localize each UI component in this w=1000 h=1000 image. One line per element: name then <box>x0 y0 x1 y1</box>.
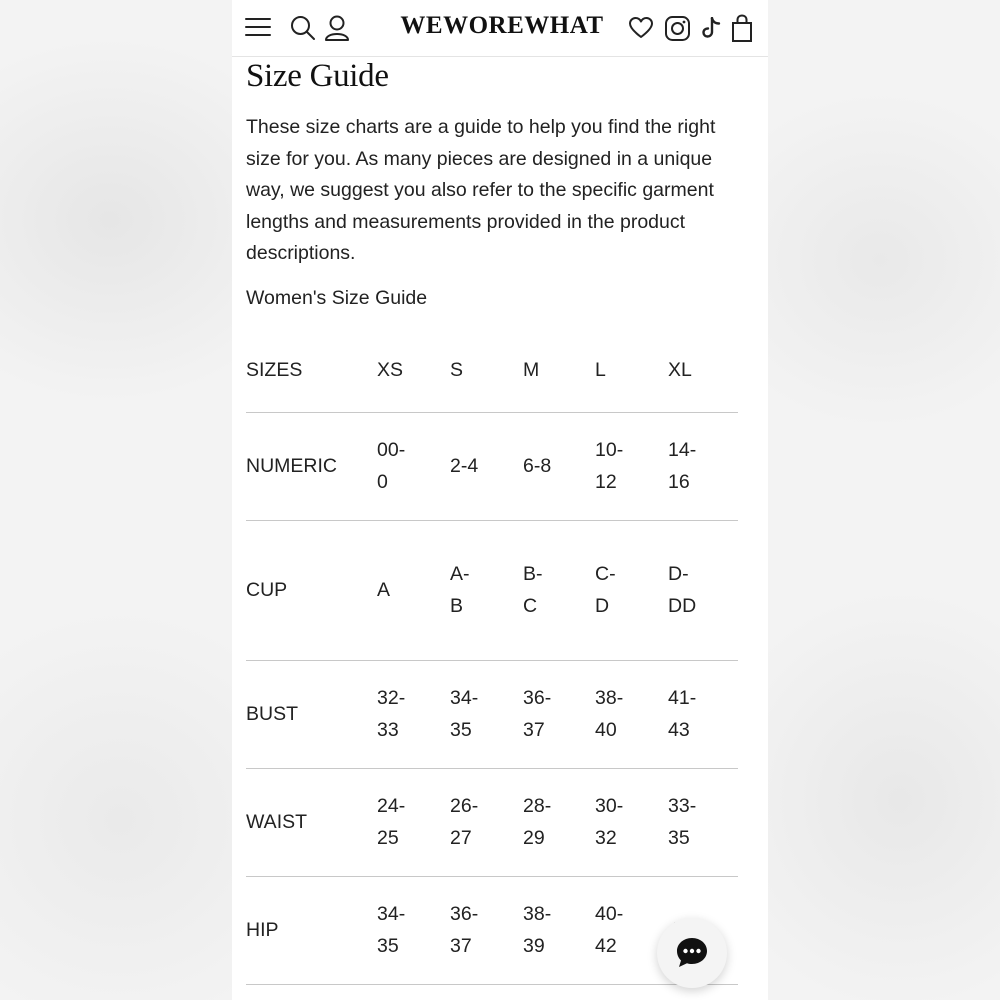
chat-bubble-icon <box>674 935 710 971</box>
size-header-cell: XS <box>377 330 450 413</box>
table-cell: 28- 29 <box>523 795 552 849</box>
table-cell: 34- 35 <box>450 687 479 741</box>
table-cell: 40- 42 <box>595 903 624 957</box>
table-cell: A- B <box>450 563 470 617</box>
size-header-cell: S <box>450 330 523 413</box>
table-cell: 10- 12 <box>595 439 624 493</box>
search-icon[interactable] <box>290 15 316 41</box>
table-row <box>246 413 738 521</box>
size-header-cell: L <box>595 330 668 413</box>
table-cell: 33- 35 <box>668 795 697 849</box>
table-cell: D- DD <box>668 563 697 617</box>
row-label: SIZES <box>246 330 377 413</box>
size-header-cell: M <box>523 330 595 413</box>
intro-paragraph: These size charts are a guide to help you find the right size for you. As many pieces are designed in a unique way, we suggest you also refer to the specific garment lengths and measurements provided in the product descriptions. <box>246 116 716 264</box>
table-cell: A <box>377 578 391 601</box>
row-label: HIP <box>246 877 377 985</box>
tiktok-icon[interactable] <box>702 17 722 39</box>
table-cell: 36- 37 <box>523 687 552 741</box>
table-cell: B- C <box>523 563 543 617</box>
table-cell: 00- 0 <box>377 439 406 493</box>
table-cell: 34- 35 <box>377 903 406 957</box>
menu-icon[interactable] <box>245 16 271 38</box>
table-cell: 30- 32 <box>595 795 624 849</box>
brand-logo[interactable]: WEWOREWHAT <box>400 12 604 39</box>
heart-icon[interactable] <box>629 17 653 39</box>
size-header-cell: XL <box>668 330 738 413</box>
table-cell: 6-8 <box>523 454 552 477</box>
table-cell: 38- 40 <box>595 687 624 741</box>
table-row <box>246 661 738 769</box>
table-cell: C- D <box>595 563 616 617</box>
row-label: BUST <box>246 661 377 769</box>
site-header <box>232 0 768 57</box>
table-cell: 38- 39 <box>523 903 552 957</box>
account-icon[interactable] <box>324 14 350 42</box>
table-cell: 2-4 <box>450 454 479 477</box>
bag-icon[interactable] <box>731 14 753 42</box>
table-cell: 41- 43 <box>668 687 697 741</box>
row-label: NUMERIC <box>246 413 377 521</box>
mobile-page <box>232 0 768 1000</box>
table-cell: 32- 33 <box>377 687 406 741</box>
chat-button[interactable] <box>657 918 727 988</box>
size-table <box>246 330 738 985</box>
row-label: CUP <box>246 521 377 661</box>
page-title: Size Guide <box>246 58 389 94</box>
table-row <box>246 769 738 877</box>
table-cell: 36- 37 <box>450 903 479 957</box>
table-row <box>246 330 738 413</box>
row-label: WAIST <box>246 769 377 877</box>
table-cell: 24- 25 <box>377 795 406 849</box>
table-cell: 14- 16 <box>668 439 697 493</box>
size-guide-subtitle: Women's Size Guide <box>246 287 428 309</box>
instagram-icon[interactable] <box>665 16 690 41</box>
table-row <box>246 521 738 661</box>
table-cell: 26- 27 <box>450 795 479 849</box>
